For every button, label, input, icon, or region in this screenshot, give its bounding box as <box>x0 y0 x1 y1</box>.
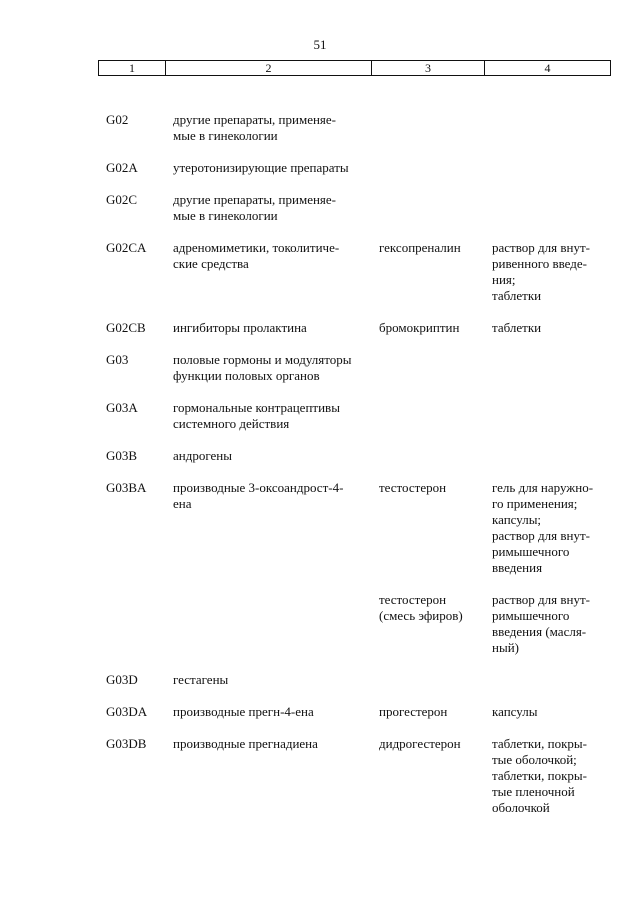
table-row <box>98 480 610 592</box>
cell-text-line: прогестерон <box>379 704 448 719</box>
header-col-2: 2 <box>166 61 372 76</box>
drug-name-cell <box>371 352 484 400</box>
cell-text-line: гормональные контрацептивы <box>173 400 340 415</box>
cell-text-line: римышечного <box>492 544 570 559</box>
column-number-header <box>98 60 611 76</box>
cell-text-line: производные 3-оксоандрост-4- <box>173 480 344 495</box>
atc-code-cell: G02CA <box>106 240 147 255</box>
table-row <box>98 112 610 160</box>
table-row <box>98 448 610 480</box>
dosage-form-cell <box>484 192 610 240</box>
cell-text-line: введения (масля- <box>492 624 587 639</box>
dosage-form-cell <box>484 672 610 704</box>
drug-name-cell <box>371 480 484 592</box>
atc-code-cell: G02CB <box>106 320 146 335</box>
cell-text-line: ривенного введе- <box>492 256 587 271</box>
drug-name-cell <box>371 400 484 448</box>
pharmacological-group-cell <box>165 192 371 240</box>
cell-text-line: дидрогестерон <box>379 736 461 751</box>
pharmacological-group-cell <box>165 704 371 736</box>
cell-text-line: таблетки, покры- <box>492 768 587 783</box>
pharmacological-group-cell <box>165 592 371 672</box>
drug-name-cell <box>371 160 484 192</box>
dosage-form-cell <box>484 240 610 320</box>
cell-text-line: оболочкой <box>492 800 550 815</box>
pharmacological-group-cell <box>165 112 371 160</box>
cell-text-line: тые пленочной <box>492 784 575 799</box>
atc-code-cell: G03B <box>106 448 138 463</box>
cell-text-line: производные прегн-4-ена <box>173 704 314 719</box>
drug-classification-table <box>98 112 610 832</box>
cell-text-line: гексопреналин <box>379 240 461 255</box>
cell-text-line: половые гормоны и модуляторы <box>173 352 352 367</box>
table-row <box>98 672 610 704</box>
table-body <box>98 112 610 832</box>
cell-text-line: (смесь эфиров) <box>379 608 463 623</box>
cell-text-line: ингибиторы пролактина <box>173 320 307 335</box>
cell-text-line: тестостерон <box>379 592 447 607</box>
drug-name-cell <box>371 192 484 240</box>
pharmacological-group-cell <box>165 352 371 400</box>
cell-text-line: гель для наружно- <box>492 480 594 495</box>
cell-text-line: мые в гинекологии <box>173 128 278 143</box>
dosage-form-cell <box>484 400 610 448</box>
pharmacological-group-cell <box>165 240 371 320</box>
table-row <box>98 160 610 192</box>
drug-name-cell <box>371 736 484 832</box>
table-row <box>98 192 610 240</box>
cell-text-line: римышечного <box>492 608 570 623</box>
atc-code-cell: G02A <box>106 160 138 175</box>
dosage-form-cell <box>484 320 610 352</box>
drug-name-cell <box>371 592 484 672</box>
atc-code-cell: G03DB <box>106 736 147 751</box>
cell-text-line: андрогены <box>173 448 232 463</box>
cell-text-line: го применения; <box>492 496 578 511</box>
dosage-form-cell <box>484 704 610 736</box>
cell-text-line: другие препараты, применяе- <box>173 192 337 207</box>
cell-text-line: раствор для внут- <box>492 592 590 607</box>
cell-text-line: капсулы <box>492 704 538 719</box>
cell-text-line: таблетки <box>492 320 542 335</box>
cell-text-line: ские средства <box>173 256 249 271</box>
cell-text-line: таблетки, покры- <box>492 736 587 751</box>
pharmacological-group-cell <box>165 448 371 480</box>
table-row <box>98 592 610 672</box>
table-row <box>98 704 610 736</box>
cell-text-line: мые в гинекологии <box>173 208 278 223</box>
pharmacological-group-cell <box>165 736 371 832</box>
drug-name-cell <box>371 112 484 160</box>
table-row <box>98 736 610 832</box>
header-col-4: 4 <box>485 61 611 76</box>
header-row <box>99 61 611 76</box>
dosage-form-cell <box>484 112 610 160</box>
cell-text-line: ена <box>173 496 192 511</box>
header-col-3: 3 <box>372 61 485 76</box>
table-row <box>98 352 610 400</box>
drug-name-cell <box>371 320 484 352</box>
cell-text-line: утеротонизирующие препараты <box>173 160 349 175</box>
dosage-form-cell <box>484 160 610 192</box>
drug-name-cell <box>371 448 484 480</box>
cell-text-line: производные прегнадиена <box>173 736 318 751</box>
dosage-form-cell <box>484 592 610 672</box>
dosage-form-cell <box>484 448 610 480</box>
atc-code-cell: G03BA <box>106 480 147 495</box>
cell-text-line: раствор для внут- <box>492 240 590 255</box>
dosage-form-cell <box>484 736 610 832</box>
atc-code-cell: G03D <box>106 672 138 687</box>
cell-text-line: гестагены <box>173 672 229 687</box>
drug-name-cell <box>371 240 484 320</box>
atc-code-cell <box>98 592 165 672</box>
cell-text-line: адреномиметики, токолитиче- <box>173 240 340 255</box>
atc-code-cell: G02 <box>106 112 129 127</box>
pharmacological-group-cell <box>165 320 371 352</box>
header-col-1: 1 <box>99 61 166 76</box>
page-number: 51 <box>313 37 327 52</box>
cell-text-line: введения <box>492 560 543 575</box>
cell-text-line: тестостерон <box>379 480 447 495</box>
atc-code-cell: G03A <box>106 400 138 415</box>
cell-text-line: тые оболочкой; <box>492 752 577 767</box>
cell-text-line: раствор для внут- <box>492 528 590 543</box>
cell-text-line: капсулы; <box>492 512 542 527</box>
cell-text-line: ный) <box>492 640 519 655</box>
atc-code-cell: G02C <box>106 192 138 207</box>
drug-name-cell <box>371 704 484 736</box>
drug-name-cell <box>371 672 484 704</box>
cell-text-line: системного действия <box>173 416 290 431</box>
atc-code-cell: G03 <box>106 352 129 367</box>
cell-text-line: таблетки <box>492 288 542 303</box>
cell-text-line: бромокриптин <box>379 320 460 335</box>
pharmacological-group-cell <box>165 672 371 704</box>
cell-text-line: другие препараты, применяе- <box>173 112 337 127</box>
dosage-form-cell <box>484 352 610 400</box>
table-row <box>98 400 610 448</box>
table-row <box>98 240 610 320</box>
cell-text-line: функции половых органов <box>173 368 320 383</box>
cell-text-line: ния; <box>492 272 516 287</box>
atc-code-cell: G03DA <box>106 704 148 719</box>
pharmacological-group-cell <box>165 160 371 192</box>
dosage-form-cell <box>484 480 610 592</box>
table-row <box>98 320 610 352</box>
pharmacological-group-cell <box>165 400 371 448</box>
pharmacological-group-cell <box>165 480 371 592</box>
